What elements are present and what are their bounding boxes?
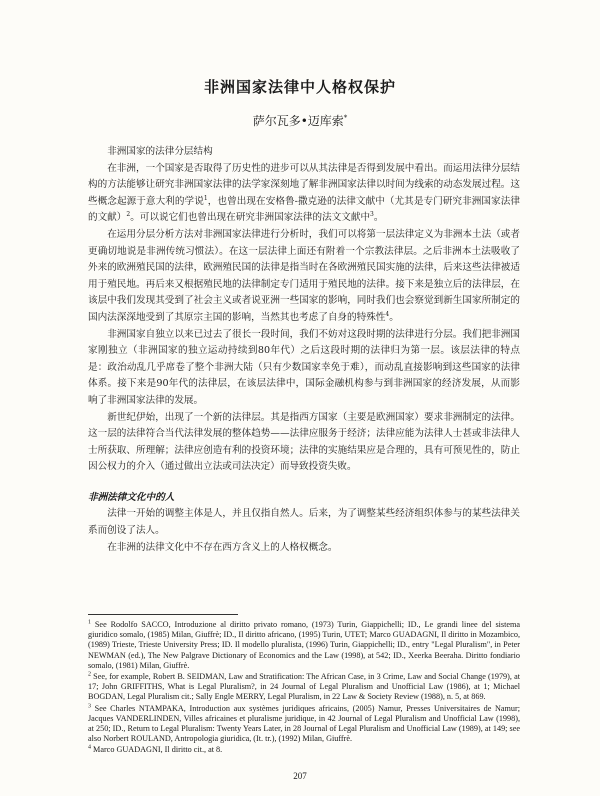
paragraph-5: 法律一开始的调整主体是人，并且仅指自然人。后来，为了调整某些经济组织体参与的某些法律关系而创设了法人。 bbox=[88, 508, 520, 537]
paragraph-4: 新世纪伊始，出现了一个新的法律层。其是指西方国家（主要是欧洲国家）要求非洲制定的法律。这一层的法律符合当代法律发展的整体趋势——法律应服务于经济；法律应能为法律人士甚或非法律人士所获取、所理解；法律应创造有利的投资环境；法律的实施结果应是合理的，具有可预见性的，防止因公权力的介入（通过做出立法或司法决定）而导致投资失败。 bbox=[88, 411, 520, 473]
footnote: $^1$ See Rodolfo SACCO, Introduzione al diritto privato romano, (1973) Turin, Giappichelli; ID., Le grandi linee del sistema giuridico somalo, (1985) Milan, Giuffrè; ID., Il diritto africano, (1995) Turin, UTET; Marco GUADAGNI, Il diritto in Mozambico, (1989) Trieste, Trieste University Press; ID. Il modello pluralista, (1996) Turin, Giappichelli; ID., entry "Legal Pluralism", in Peter NEWMAN (ed.), The New Palgrave Dictionary of Economics and the Law (1998), at 542; ID., Xeerka Beeraha. Diritto fondiario somalo, (1981) Milan, Giuffrè. bbox=[88, 619, 521, 670]
paragraph-3: 非洲国家自独立以来已过去了很长一段时间，我们不妨对这段时期的法律进行分层。我们把非洲国家刚独立（非洲国家的独立运动持续到80年代）之后这段时期的法律归为第一层。该层法律的特点是：政治动乱几乎席卷了整个非洲大陆（只有少数国家幸免于难），而动乱直接影响到这些国家的法律体系。接下来是90年代的法律层，在该层法律中，国际金融机构参与到非洲国家的经济发展，从而影响了非洲国家法律的发展。 bbox=[88, 328, 520, 406]
paragraph-2: 在运用分层分析方法对非洲国家法律进行分析时，我们可以将第一层法律定义为非洲本土法（或者更确切地说是非洲传统习惯法）。在这一层法律上面还有附着一个宗教法律层。之后非洲本土法吸收了外来的欧洲殖民国的法律，欧洲殖民国的法律是指当时在各欧洲殖民国实施的法律，后来这些法律被适用于殖民地。再后来又根据殖民地的法律制定专门适用于殖民地的法律。接下来是独立后的法律层，在该层中我们发现其受到了社会主义或者说亚洲一些国家的影响，同时我们也会察觉到新生国家所制定的国内法深深地受到了其原宗主国的影响，当然其也考虑了自身的特殊性$^4$。 bbox=[88, 228, 520, 323]
author-footnote-mark: * bbox=[343, 114, 348, 122]
footnote-divider bbox=[88, 614, 238, 615]
footnote: $^2$ See, for example, Robert B. SEIDMAN, Law and Stratification: The African Case, in 3 Crime, Law and Social Change (1979), at 17; John GRIFFITHS, What is Legal Pluralism?, in 24 Journal of Legal Pluralism and Unofficial Law (1986), at 1; Michael BOGDAN, Legal Pluralism cit.; Sally Engle MERRY, Legal Pluralism, in 22 Law & Society Review (1988), n. 5, at 869. bbox=[88, 671, 520, 702]
article-author bbox=[0, 112, 600, 129]
footnote: $^3$ See Charles NTAMPAKA, Introduction aux systèmes juridiques africains, (2005) Namur, Presses Universitaires de Namur; Jacques VANDERLINDEN, Villes africaines et pluralisme juridique, in 42 Journal of Legal Pluralism and Unofficial Law (1998), at 250; ID., Return to Legal Pluralism: Twenty Years Later, in 28 Journal of Legal Pluralism and Unofficial Law (1989), at 149; see also Norbert ROULAND, Antropologia giuridica, (It. tr.), (1992) Milan, Giuffrè. bbox=[88, 702, 521, 744]
section-heading-1: 非洲国家的法律分层结构 bbox=[107, 146, 213, 157]
article-title: 非洲国家法律中人格权保护 bbox=[203, 78, 396, 96]
section-heading-2: 非洲法律文化中的人 bbox=[88, 491, 175, 503]
footnote: $^4$ Marco GUADAGNI, Il diritto cit., at 8. bbox=[88, 744, 223, 755]
page-number: 207 bbox=[293, 771, 307, 781]
paragraph-6: 在非洲的法律文化中不存在西方含义上的人格权概念。 bbox=[107, 541, 338, 553]
article-body bbox=[88, 144, 520, 556]
author-name: 萨尔瓦多•迈库索 bbox=[252, 114, 344, 128]
paragraph-1: 在非洲，一个国家是否取得了历史性的进步可以从其法律是否得到发展中看出。而运用法律分层结构的方法能够让研究非洲国家法律的法学家深刻地了解非洲国家法律以时间为线索的动态发展过程。这些概念起源于意大利的学说$^1$，也曾出现在安格鲁-撒克逊的法律文献中（尤其是专门研究非洲国家法律的文献）$^2$。可以说它们也曾出现在研究非洲国家法律的法文文献中$^3$。 bbox=[88, 162, 520, 224]
footnotes bbox=[88, 620, 520, 757]
